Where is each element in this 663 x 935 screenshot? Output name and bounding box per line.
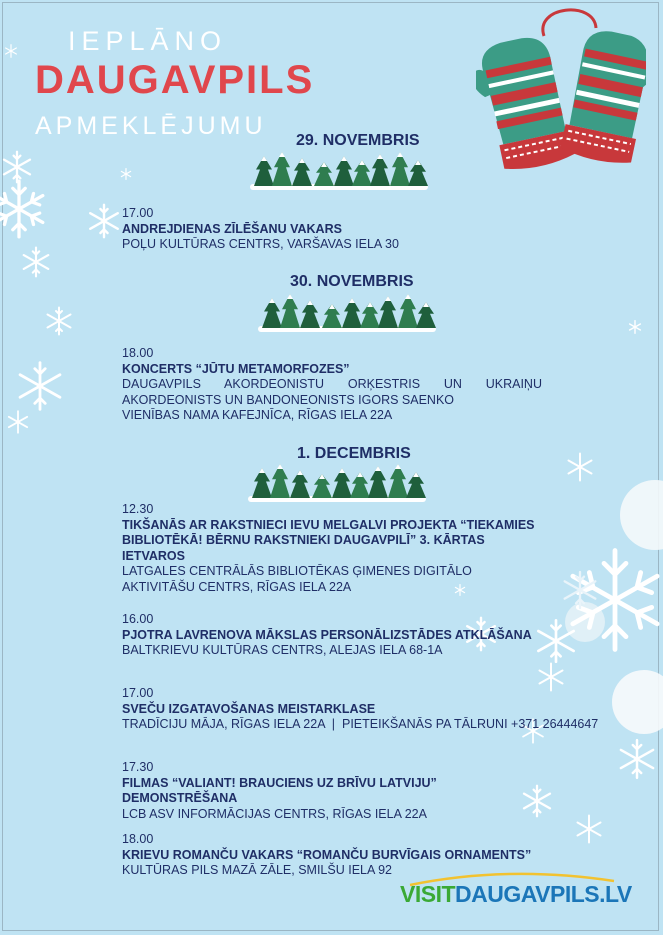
event-details: TRADĪCIJU MĀJA, RĪGAS IELA 22A | PIETEIKŠANĀS PA TĀLRUNI +371 26444647 (122, 717, 599, 731)
date-heading: 1. DECEMBRIS (297, 445, 411, 462)
mittens-icon (476, 6, 646, 186)
snowflake-icon (44, 306, 74, 336)
event-item (122, 502, 542, 595)
snowflake-icon (14, 360, 66, 412)
logo-domain: DAUGAVPILS.LV (455, 881, 632, 907)
fir-trees-icon (250, 150, 428, 192)
event-name: KRIEVU ROMANČU VAKARS “ROMANČU BURVĪGAIS ORNAMENTS” (122, 847, 532, 862)
event-time: 16.00 (122, 612, 154, 626)
snowflake-icon (120, 168, 132, 180)
snowflake-icon (20, 246, 52, 278)
event-time: 18.00 (122, 346, 154, 360)
event-details: LATGALES CENTRĀLĀS BIBLIOTĒKAS ĢIMENES DIGITĀLO AKTIVITĀŠU CENTRS, RĪGAS IELA 22A (122, 564, 472, 594)
fir-trees-icon (248, 462, 426, 504)
title-line-2: DAUGAVPILS (35, 58, 315, 102)
event-item (122, 346, 542, 424)
event-name: KONCERTS “JŪTU METAMORFOZES” (122, 361, 350, 376)
snowflake-icon (6, 410, 30, 434)
snowflake-icon (0, 150, 34, 184)
event-item (122, 760, 542, 822)
date-heading: 30. NOVEMBRIS (290, 273, 414, 290)
event-details: LCB ASV INFORMĀCIJAS CENTRS, RĪGAS IELA 22A (122, 806, 427, 821)
logo-visit: VISIT (400, 881, 456, 907)
event-details: KULTŪRAS PILS MAZĀ ZĀLE, SMILŠU IELA 92 (122, 863, 393, 877)
event-name: TIKŠANĀS AR RAKSTNIECI IEVU MELGALVI PROJEKTA “TIEKAMIES BIBLIOTĒKĀ! BĒRNU RAKSTNIEKI DAUGAVPILĪ” 3. KĀRTAS IETVAROS (122, 517, 535, 563)
snowflake-icon (574, 814, 604, 844)
event-time: 17.00 (122, 686, 154, 700)
date-heading: 29. NOVEMBRIS (296, 132, 420, 149)
event-item (122, 686, 599, 733)
fir-trees-icon (258, 292, 436, 334)
event-details: POĻU KULTŪRAS CENTRS, VARŠAVAS IELA 30 (122, 237, 399, 251)
event-item (122, 612, 542, 659)
title-line-3: APMEKLĒJUMU (35, 112, 267, 140)
snow-ball (612, 670, 663, 734)
snowflake-icon (0, 178, 50, 240)
snow-ball (620, 480, 663, 550)
snowflake-icon (86, 203, 122, 239)
snowflake-icon (560, 570, 600, 610)
visitdaugavpils-logo[interactable] (400, 881, 632, 908)
event-details: BALTKRIEVU KULTŪRAS CENTRS, ALEJAS IELA 68-1A (122, 643, 443, 657)
title-line-1: IEPLĀNO (67, 26, 228, 56)
event-name: FILMAS “VALIANT! BRAUCIENS UZ BRĪVU LATVIJU” DEMONSTRĒŠANA (122, 775, 437, 805)
event-details: DAUGAVPILS AKORDEONISTU ORĶESTRIS UN UKRAIŅU AKORDEONISTS UN BANDONEONISTS IGORS SAENKO (122, 377, 542, 407)
event-item (122, 206, 542, 253)
snowflake-icon (616, 738, 658, 780)
event-details: VIENĪBAS NAMA KAFEJNĪCA, RĪGAS IELA 22A (122, 408, 393, 422)
snowflake-icon (4, 44, 18, 58)
snowflake-icon (628, 320, 642, 334)
event-time: 17.30 (122, 760, 154, 774)
event-name: ANDREJDIENAS ZĪLĒŠANU VAKARS (122, 221, 342, 236)
event-time: 17.00 (122, 206, 154, 220)
snowflake-icon (565, 452, 595, 482)
event-name: PJOTRA LAVRENOVA MĀKSLAS PERSONĀLIZSTĀDES ATKLĀŠANA (122, 627, 532, 642)
event-time: 18.00 (122, 832, 154, 846)
event-name: SVEČU IZGATAVOŠANAS MEISTARKLASE (122, 701, 376, 716)
event-time: 12.30 (122, 502, 154, 516)
